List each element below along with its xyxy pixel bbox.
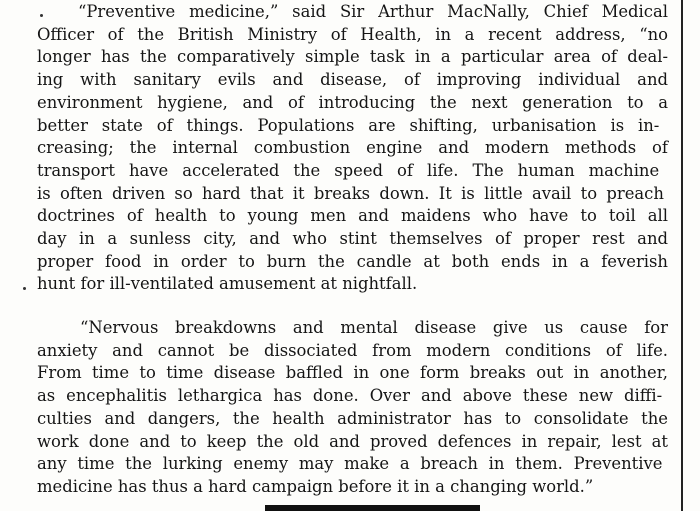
text-line: hunt for ill-ventilated amusement at nightfall. — [37, 274, 418, 294]
text-line: transport have accelerated the speed of life. The human machine — [37, 160, 660, 180]
text-line: doctrines of health to young men and maidens who have to toil all — [37, 206, 668, 226]
text-line: “Preventive medicine,” said Sir Arthur MacNally, Chief Medical — [78, 2, 668, 21]
text-line: culties and dangers, the health administrator has to consolidate the — [37, 408, 668, 428]
print-speck — [23, 287, 26, 290]
column-rule — [681, 0, 683, 511]
text-line: creasing; the internal combustion engine and modern methods of — [37, 138, 668, 158]
text-line: proper food in order to burn the candle at both ends in a feverish — [37, 251, 668, 271]
text-line: medicine has thus a hard campaign before it in a changing world.” — [37, 476, 594, 496]
text-line: “Nervous breakdowns and mental disease give us cause for — [80, 318, 668, 337]
text-line: environment hygiene, and of introducing the next generation to a — [37, 92, 668, 112]
text-line: any time the lurking enemy may make a breach in them. Preventive — [37, 454, 663, 474]
column-end-rule — [265, 505, 480, 511]
text-line: Officer of the British Ministry of Health, in a recent address, “no — [37, 24, 668, 44]
text-line: ing with sanitary evils and disease, of improving individual and — [37, 70, 668, 90]
text-line: better state of things. Populations are shifting, urbanisation is in- — [37, 115, 660, 135]
text-line: as encephalitis lethargica has done. Over and above these new diffi- — [37, 386, 663, 406]
text-line: is often driven so hard that it breaks down. It is little avail to preach — [37, 183, 664, 203]
text-line: From time to time disease baffled in one form breaks out in another, — [37, 363, 668, 383]
text-line: work done and to keep the old and proved defences in repair, lest at — [37, 431, 668, 451]
text-line: day in a sunless city, and who stint themselves of proper rest and — [37, 229, 668, 248]
text-line: longer has the comparatively simple task in a particular area of deal- — [37, 47, 668, 67]
print-speck — [40, 14, 43, 17]
text-line: anxiety and cannot be dissociated from modern conditions of life. — [37, 340, 668, 360]
